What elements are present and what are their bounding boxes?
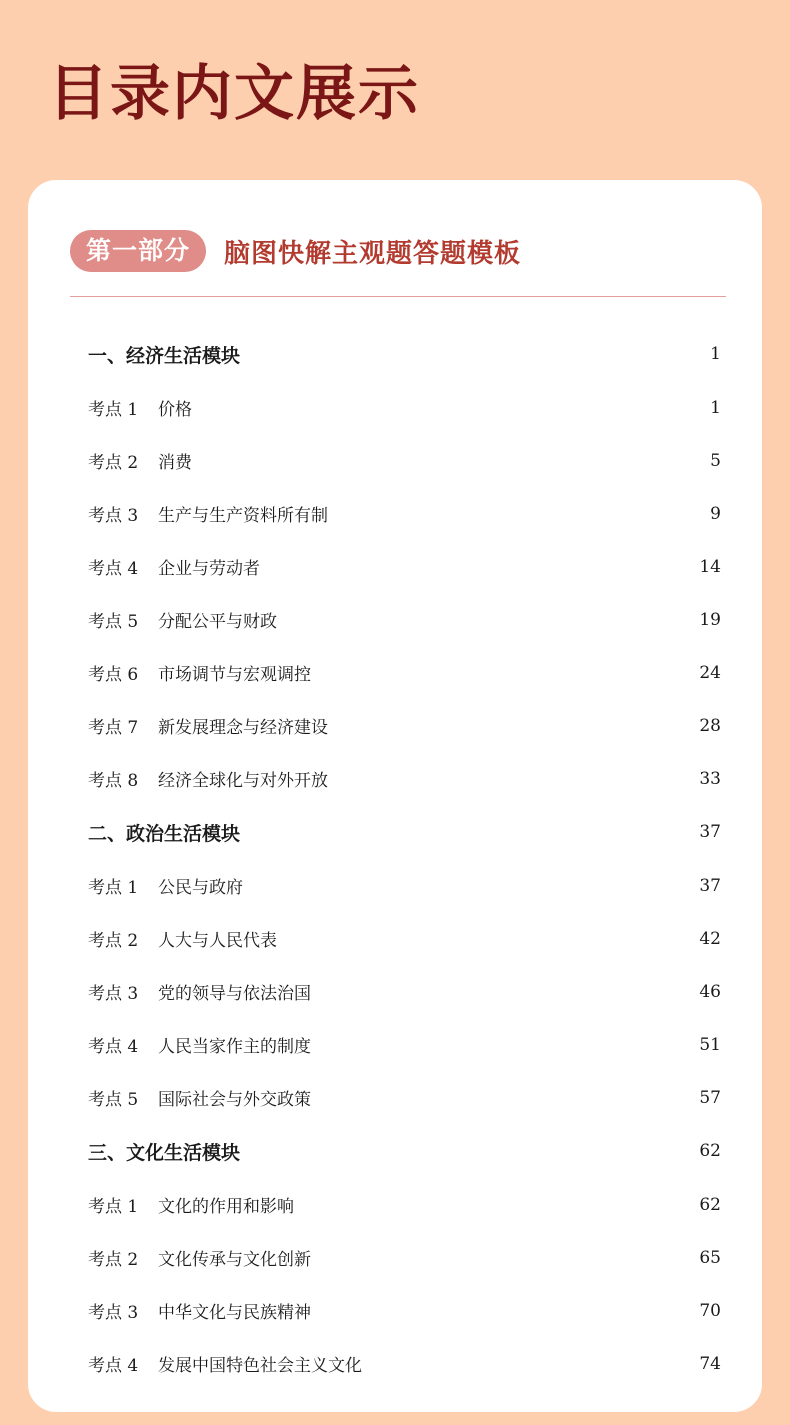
page-title: 目录内文展示 <box>48 59 420 129</box>
toc-page-number: 37 <box>699 875 721 896</box>
toc-page-number: 42 <box>699 928 721 949</box>
toc-entry-row[interactable] <box>88 646 721 699</box>
toc-entry-label <box>88 341 240 368</box>
toc-section-title: 二、政治生活模块 <box>88 822 241 845</box>
toc-entry-label <box>88 1192 294 1217</box>
toc-entry-row[interactable] <box>88 434 721 487</box>
toc-point-number: 考点 4 <box>88 559 139 579</box>
toc-entry-label <box>88 1085 311 1110</box>
toc-entry-label <box>88 819 240 846</box>
toc-point-number: 考点 3 <box>88 1303 139 1323</box>
toc-entry-label <box>88 979 311 1004</box>
toc-point-number: 考点 5 <box>88 612 139 632</box>
toc-entry-label <box>88 660 311 685</box>
toc-page-number: 28 <box>699 715 721 736</box>
toc-entry-label <box>88 607 277 632</box>
toc-page-number: 65 <box>699 1247 721 1268</box>
toc-entry-row[interactable] <box>88 1231 721 1284</box>
toc-point-number: 考点 8 <box>88 771 139 791</box>
toc-page-number: 37 <box>699 822 721 842</box>
toc-entry-label <box>88 873 243 898</box>
toc-entry-row[interactable] <box>88 1337 721 1390</box>
toc-page-number: 24 <box>699 662 721 683</box>
toc-entry-row[interactable] <box>88 752 721 805</box>
toc-point-number: 考点 2 <box>88 1250 139 1270</box>
toc-entry-row[interactable] <box>88 487 721 540</box>
toc-point-title: 经济全球化与对外开放 <box>158 771 328 791</box>
toc-point-title: 党的领导与依法治国 <box>158 984 311 1004</box>
toc-page-number: 51 <box>699 1034 721 1055</box>
toc-entry-row[interactable] <box>88 1284 721 1337</box>
toc-point-title: 公民与政府 <box>158 878 243 898</box>
toc-page-number: 33 <box>699 768 721 789</box>
toc-page-number: 57 <box>699 1087 721 1108</box>
toc-page-number: 46 <box>699 981 721 1002</box>
toc-page-number: 5 <box>710 450 721 471</box>
toc-entry-row[interactable] <box>88 381 721 434</box>
toc-point-number: 考点 4 <box>88 1037 139 1057</box>
toc-point-title: 价格 <box>158 400 192 420</box>
toc-page-number: 1 <box>710 397 721 418</box>
toc-entry-row[interactable] <box>88 1018 721 1071</box>
toc-entry-label <box>88 1032 311 1057</box>
toc-entry-label <box>88 448 192 473</box>
toc-point-number: 考点 1 <box>88 400 139 420</box>
toc-point-number: 考点 1 <box>88 878 139 898</box>
toc-page-number: 19 <box>699 609 721 630</box>
part-header <box>70 230 521 272</box>
toc-point-title: 人民当家作主的制度 <box>158 1037 311 1057</box>
toc-entry-label <box>88 1351 362 1376</box>
toc-point-number: 考点 2 <box>88 931 139 951</box>
toc-section-title: 一、经济生活模块 <box>88 344 241 367</box>
toc-point-title: 国际社会与外交政策 <box>158 1090 311 1110</box>
part-badge: 第一部分 <box>70 230 206 272</box>
toc-entry-label <box>88 1138 240 1165</box>
toc-entry-row[interactable] <box>88 965 721 1018</box>
toc-point-number: 考点 3 <box>88 506 139 526</box>
toc-section-row[interactable] <box>88 1124 721 1178</box>
toc-point-title: 中华文化与民族精神 <box>158 1303 311 1323</box>
toc-entry-label <box>88 766 328 791</box>
toc-entry-label <box>88 1298 311 1323</box>
toc-page-number: 62 <box>699 1141 721 1161</box>
toc-point-title: 发展中国特色社会主义文化 <box>158 1356 362 1376</box>
toc-page-number: 62 <box>699 1194 721 1215</box>
toc-point-title: 生产与生产资料所有制 <box>158 506 328 526</box>
toc-point-title: 文化传承与文化创新 <box>158 1250 311 1270</box>
toc-entry-row[interactable] <box>88 699 721 752</box>
toc-page-number: 1 <box>710 344 721 364</box>
toc-point-number: 考点 2 <box>88 453 139 473</box>
toc-point-number: 考点 3 <box>88 984 139 1004</box>
toc-entry-row[interactable] <box>88 912 721 965</box>
table-of-contents <box>88 327 721 1390</box>
toc-entry-label <box>88 395 192 420</box>
toc-page-number: 70 <box>699 1300 721 1321</box>
toc-entry-row[interactable] <box>88 593 721 646</box>
toc-point-number: 考点 4 <box>88 1356 139 1376</box>
toc-entry-label <box>88 926 277 951</box>
toc-point-title: 市场调节与宏观调控 <box>158 665 311 685</box>
toc-point-number: 考点 5 <box>88 1090 139 1110</box>
toc-point-title: 文化的作用和影响 <box>158 1197 294 1217</box>
toc-entry-label <box>88 713 328 738</box>
toc-section-row[interactable] <box>88 805 721 859</box>
toc-entry-row[interactable] <box>88 1071 721 1124</box>
toc-section-title: 三、文化生活模块 <box>88 1141 241 1164</box>
toc-point-number: 考点 7 <box>88 718 139 738</box>
toc-point-title: 企业与劳动者 <box>158 559 260 579</box>
header-divider <box>70 296 726 297</box>
toc-section-row[interactable] <box>88 327 721 381</box>
toc-page-number: 14 <box>699 556 721 577</box>
toc-entry-label <box>88 554 260 579</box>
toc-point-title: 分配公平与财政 <box>158 612 277 632</box>
toc-entry-row[interactable] <box>88 1178 721 1231</box>
toc-page-number: 74 <box>699 1353 721 1374</box>
toc-entry-label <box>88 501 328 526</box>
toc-point-title: 新发展理念与经济建设 <box>158 718 328 738</box>
toc-point-number: 考点 1 <box>88 1197 139 1217</box>
toc-point-title: 人大与人民代表 <box>158 931 277 951</box>
toc-entry-row[interactable] <box>88 540 721 593</box>
toc-card <box>28 180 762 1412</box>
part-title: 脑图快解主观题答题模板 <box>224 238 522 269</box>
toc-page-number: 9 <box>710 503 721 524</box>
toc-point-title: 消费 <box>158 453 192 473</box>
toc-entry-row[interactable] <box>88 859 721 912</box>
toc-point-number: 考点 6 <box>88 665 139 685</box>
toc-entry-label <box>88 1245 311 1270</box>
